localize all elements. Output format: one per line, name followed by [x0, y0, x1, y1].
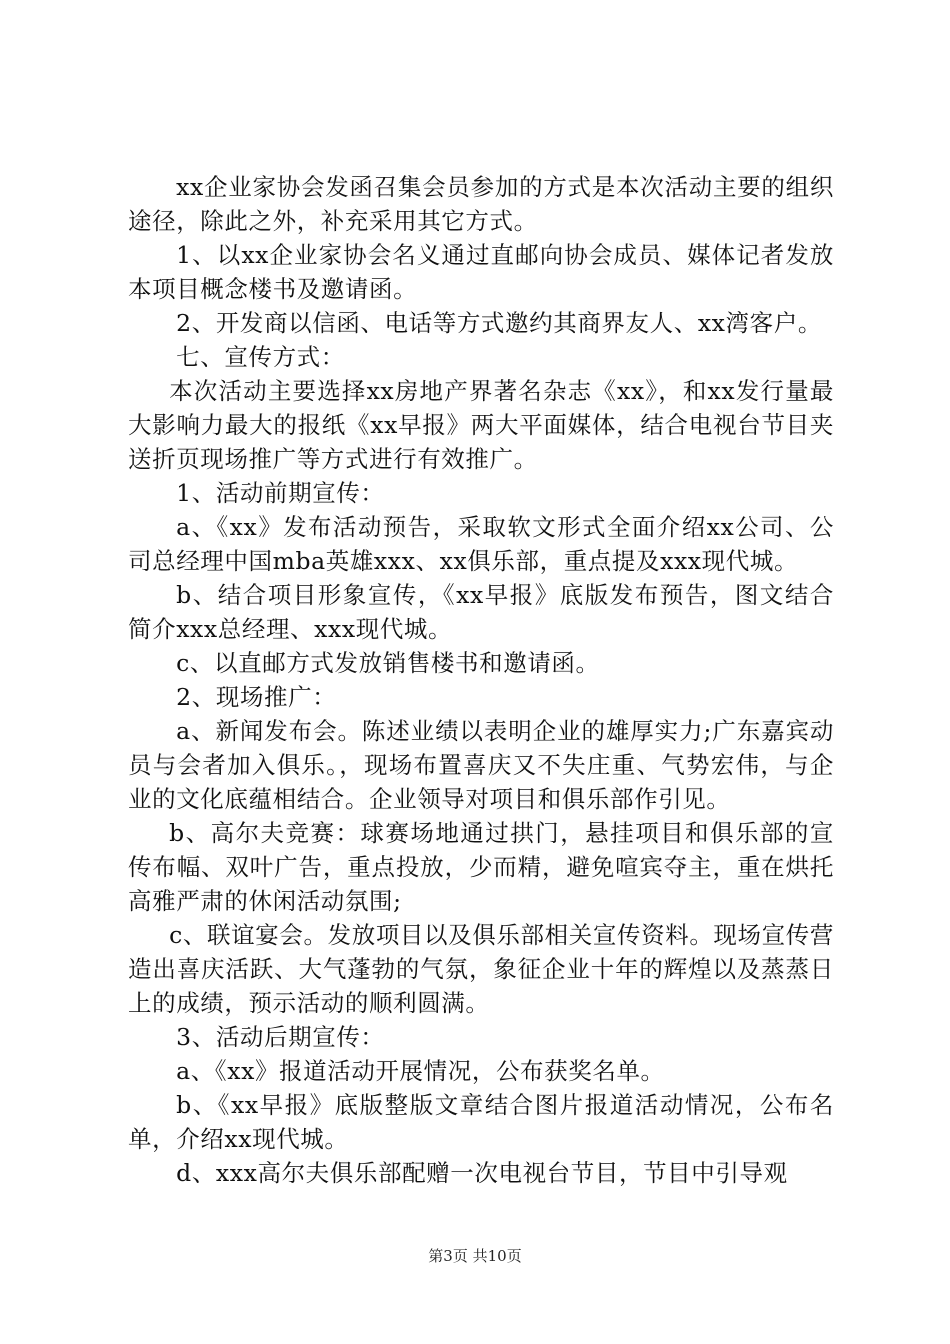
paragraph-intro: xx企业家协会发函召集会员参加的方式是本次活动主要的组织途径，除此之外，补充采用其它方式。: [128, 173, 834, 235]
section-heading-publicity: 七、宣传方式：: [176, 343, 345, 371]
document-body: [128, 170, 834, 1190]
paragraph-pre-event-a: a、《xx》发布活动预告，采取软文形式全面介绍xx公司、公司总经理中国mba英雄xxx、xx俱乐部，重点提及xxx现代城。: [128, 513, 834, 575]
paragraph-post-event-d: d、xxx高尔夫俱乐部配赠一次电视台节目，节目中引导观: [176, 1159, 788, 1187]
page-number-footer: 第3页 共10页: [428, 1247, 522, 1265]
subheading-on-site: 2、现场推广：: [176, 683, 337, 711]
subheading-pre-event: 1、活动前期宣传：: [176, 479, 385, 507]
paragraph-post-event-b: b、《xx早报》底版整版文章结合图片报道活动情况，公布名单，介绍xx现代城。: [128, 1091, 834, 1153]
paragraph-on-site-b: b、高尔夫竞赛：球赛场地通过拱门，悬挂项目和俱乐部的宣传布幅、双叶广告，重点投放，少而精，避免喧宾夺主，重在烘托高雅严肃的休闲活动氛围;: [128, 819, 834, 915]
paragraph-pre-event-c: c、以直邮方式发放销售楼书和邀请函。: [176, 649, 600, 677]
paragraph-on-site-a: a、新闻发布会。陈述业绩以表明企业的雄厚实力;广东嘉宾动员与会者加入俱乐。，现场布置喜庆又不失庄重、气势宏伟，与企业的文化底蕴相结合。企业领导对项目和俱乐部作引见。: [128, 717, 834, 813]
paragraph-publicity-overview: 本次活动主要选择xx房地产界著名杂志《xx》，和xx发行量最大影响力最大的报纸《xx早报》两大平面媒体，结合电视台节目夹送折页现场推广等方式进行有效推广。: [128, 377, 834, 473]
paragraph-post-event-a: a、《xx》报道活动开展情况，公布获奖名单。: [176, 1057, 665, 1085]
subheading-post-event: 3、活动后期宣传：: [176, 1023, 385, 1051]
paragraph-item-1: 1、以xx企业家协会名义通过直邮向协会成员、媒体记者发放本项目概念楼书及邀请函。: [128, 241, 834, 303]
paragraph-pre-event-b: b、结合项目形象宣传，《xx早报》底版发布预告，图文结合简介xxx总经理、xxx现代城。: [128, 581, 834, 643]
paragraph-on-site-c: c、联谊宴会。发放项目以及俱乐部相关宣传资料。现场宣传营造出喜庆活跃、大气蓬勃的气氛，象征企业十年的辉煌以及蒸蒸日上的成绩，预示活动的顺利圆满。: [128, 921, 834, 1017]
paragraph-item-2: 2、开发商以信函、电话等方式邀约其商界友人、xx湾客户。: [176, 309, 822, 337]
